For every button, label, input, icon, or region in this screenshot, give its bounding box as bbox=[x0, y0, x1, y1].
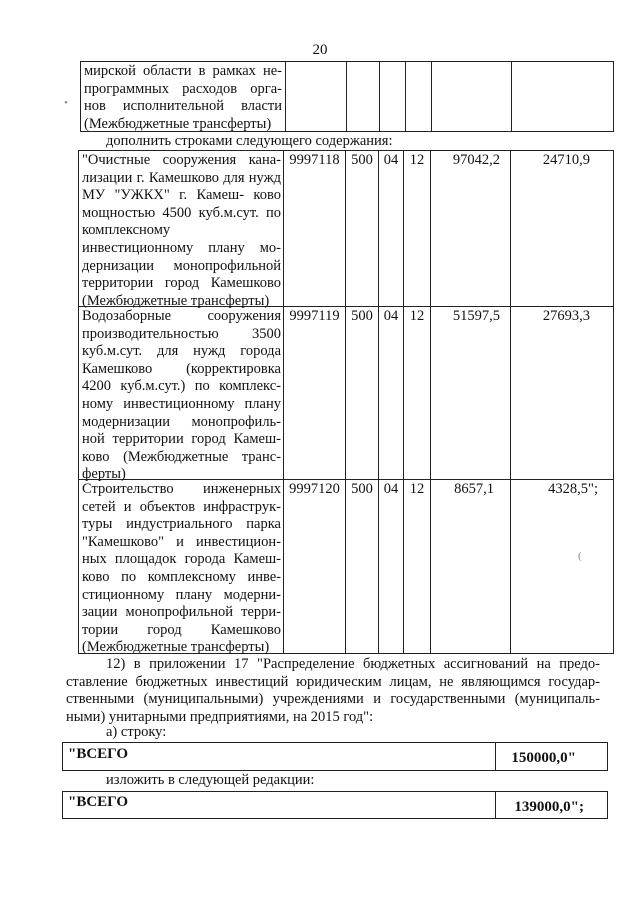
table-border bbox=[283, 150, 284, 654]
row-description: "Очистные сооружения кана- лизации г. Камешково для нужд МУ "УЖКХ" г. Камеш- ково мощностью 4500 куб.м.сут. по комплексному инвестиционному плану мо- дернизации монопрофильной территории город Камешково (Межбюджетные трансферты) bbox=[82, 152, 281, 309]
table-border bbox=[607, 791, 608, 819]
row-amount-2: 27693,3 bbox=[542, 308, 590, 324]
margin-mark: ( bbox=[578, 550, 582, 562]
row-pr: 12 bbox=[409, 308, 425, 324]
margin-mark: • bbox=[64, 97, 68, 109]
table-border bbox=[62, 742, 608, 743]
row-description: Водозаборные сооружения производительностью 3500 куб.м.сут. для нужд города Камешково (корректировка 4200 куб.м.сут.) по комплекс- ному инвестиционному плану модернизации монопрофиль- ной территории город Камеш- ково (Межбюджетные транс- ферты) bbox=[82, 308, 281, 483]
row-description: Строительство инженерных сетей и объектов инфраструк- туры индустриального парка "Камешково" и инвестицион- ных площадок города Камеш- ково по комплексному инве- стиционному плану модерни- зации монопрофильной терри- тории город Камешково (Межбюджетные трансферты) bbox=[82, 481, 281, 656]
table-border bbox=[430, 150, 431, 654]
row-vr: 500 bbox=[351, 481, 373, 497]
table-border bbox=[346, 61, 347, 132]
sub-a-text: а) строку: bbox=[106, 724, 167, 740]
page-number: 20 bbox=[312, 42, 328, 58]
row-amount-2: 24710,9 bbox=[542, 152, 590, 168]
row-vr: 500 bbox=[351, 152, 373, 168]
total-new-label: "ВСЕГО bbox=[68, 794, 129, 810]
table-border bbox=[607, 742, 608, 771]
table-border bbox=[379, 61, 380, 132]
table-border bbox=[613, 150, 614, 654]
row-amount-1: 51597,5 bbox=[452, 308, 500, 324]
intro-text: дополнить строками следующего содержания: bbox=[106, 133, 393, 149]
edit-text: изложить в следующей редакции: bbox=[106, 772, 315, 788]
table-border bbox=[62, 818, 608, 819]
total-old-value: 150000,0" bbox=[511, 750, 576, 766]
table-border bbox=[285, 61, 286, 132]
table-border bbox=[78, 150, 79, 654]
table-border bbox=[378, 150, 379, 654]
table-border bbox=[613, 61, 614, 132]
row-rz: 04 bbox=[383, 152, 399, 168]
table-border bbox=[510, 150, 511, 654]
row-pr: 12 bbox=[409, 152, 425, 168]
table-border bbox=[78, 150, 614, 151]
table-border bbox=[511, 61, 512, 132]
table-border bbox=[403, 150, 404, 654]
row-amount-2: 4328,5"; bbox=[548, 481, 598, 497]
table-border bbox=[80, 61, 614, 62]
table-border bbox=[62, 742, 63, 771]
paragraph-12: 12) в приложении 17 "Распределение бюджетных ассигнований на предо- ставление бюджетных инвестиций юридическим лицам, не являющимся государ- ственными (муниципальными) учреждениями и государственными (муниципаль- ными) унитарными предприятиями, на 2015 год": bbox=[66, 656, 600, 725]
row-vr: 500 bbox=[351, 308, 373, 324]
row-code: 9997118 bbox=[289, 152, 340, 168]
total-new-value: 139000,0"; bbox=[514, 799, 584, 815]
table-border bbox=[345, 150, 346, 654]
row-code: 9997119 bbox=[289, 308, 340, 324]
table-border bbox=[405, 61, 406, 132]
table-border bbox=[80, 61, 81, 132]
table-border bbox=[431, 61, 432, 132]
table-border bbox=[62, 791, 63, 819]
row-pr: 12 bbox=[409, 481, 425, 497]
row-amount-1: 97042,2 bbox=[452, 152, 500, 168]
total-old-label: "ВСЕГО bbox=[68, 746, 129, 762]
row-rz: 04 bbox=[383, 308, 399, 324]
row-rz: 04 bbox=[383, 481, 399, 497]
row-code: 9997120 bbox=[289, 481, 340, 497]
row-amount-1: 8657,1 bbox=[454, 481, 494, 497]
table-border bbox=[62, 791, 608, 792]
table-border bbox=[62, 770, 608, 771]
top-row-description: мирской области в рамках не- программных расходов орга- нов исполнительной власти (Межбюджетные трансферты) bbox=[84, 63, 282, 132]
